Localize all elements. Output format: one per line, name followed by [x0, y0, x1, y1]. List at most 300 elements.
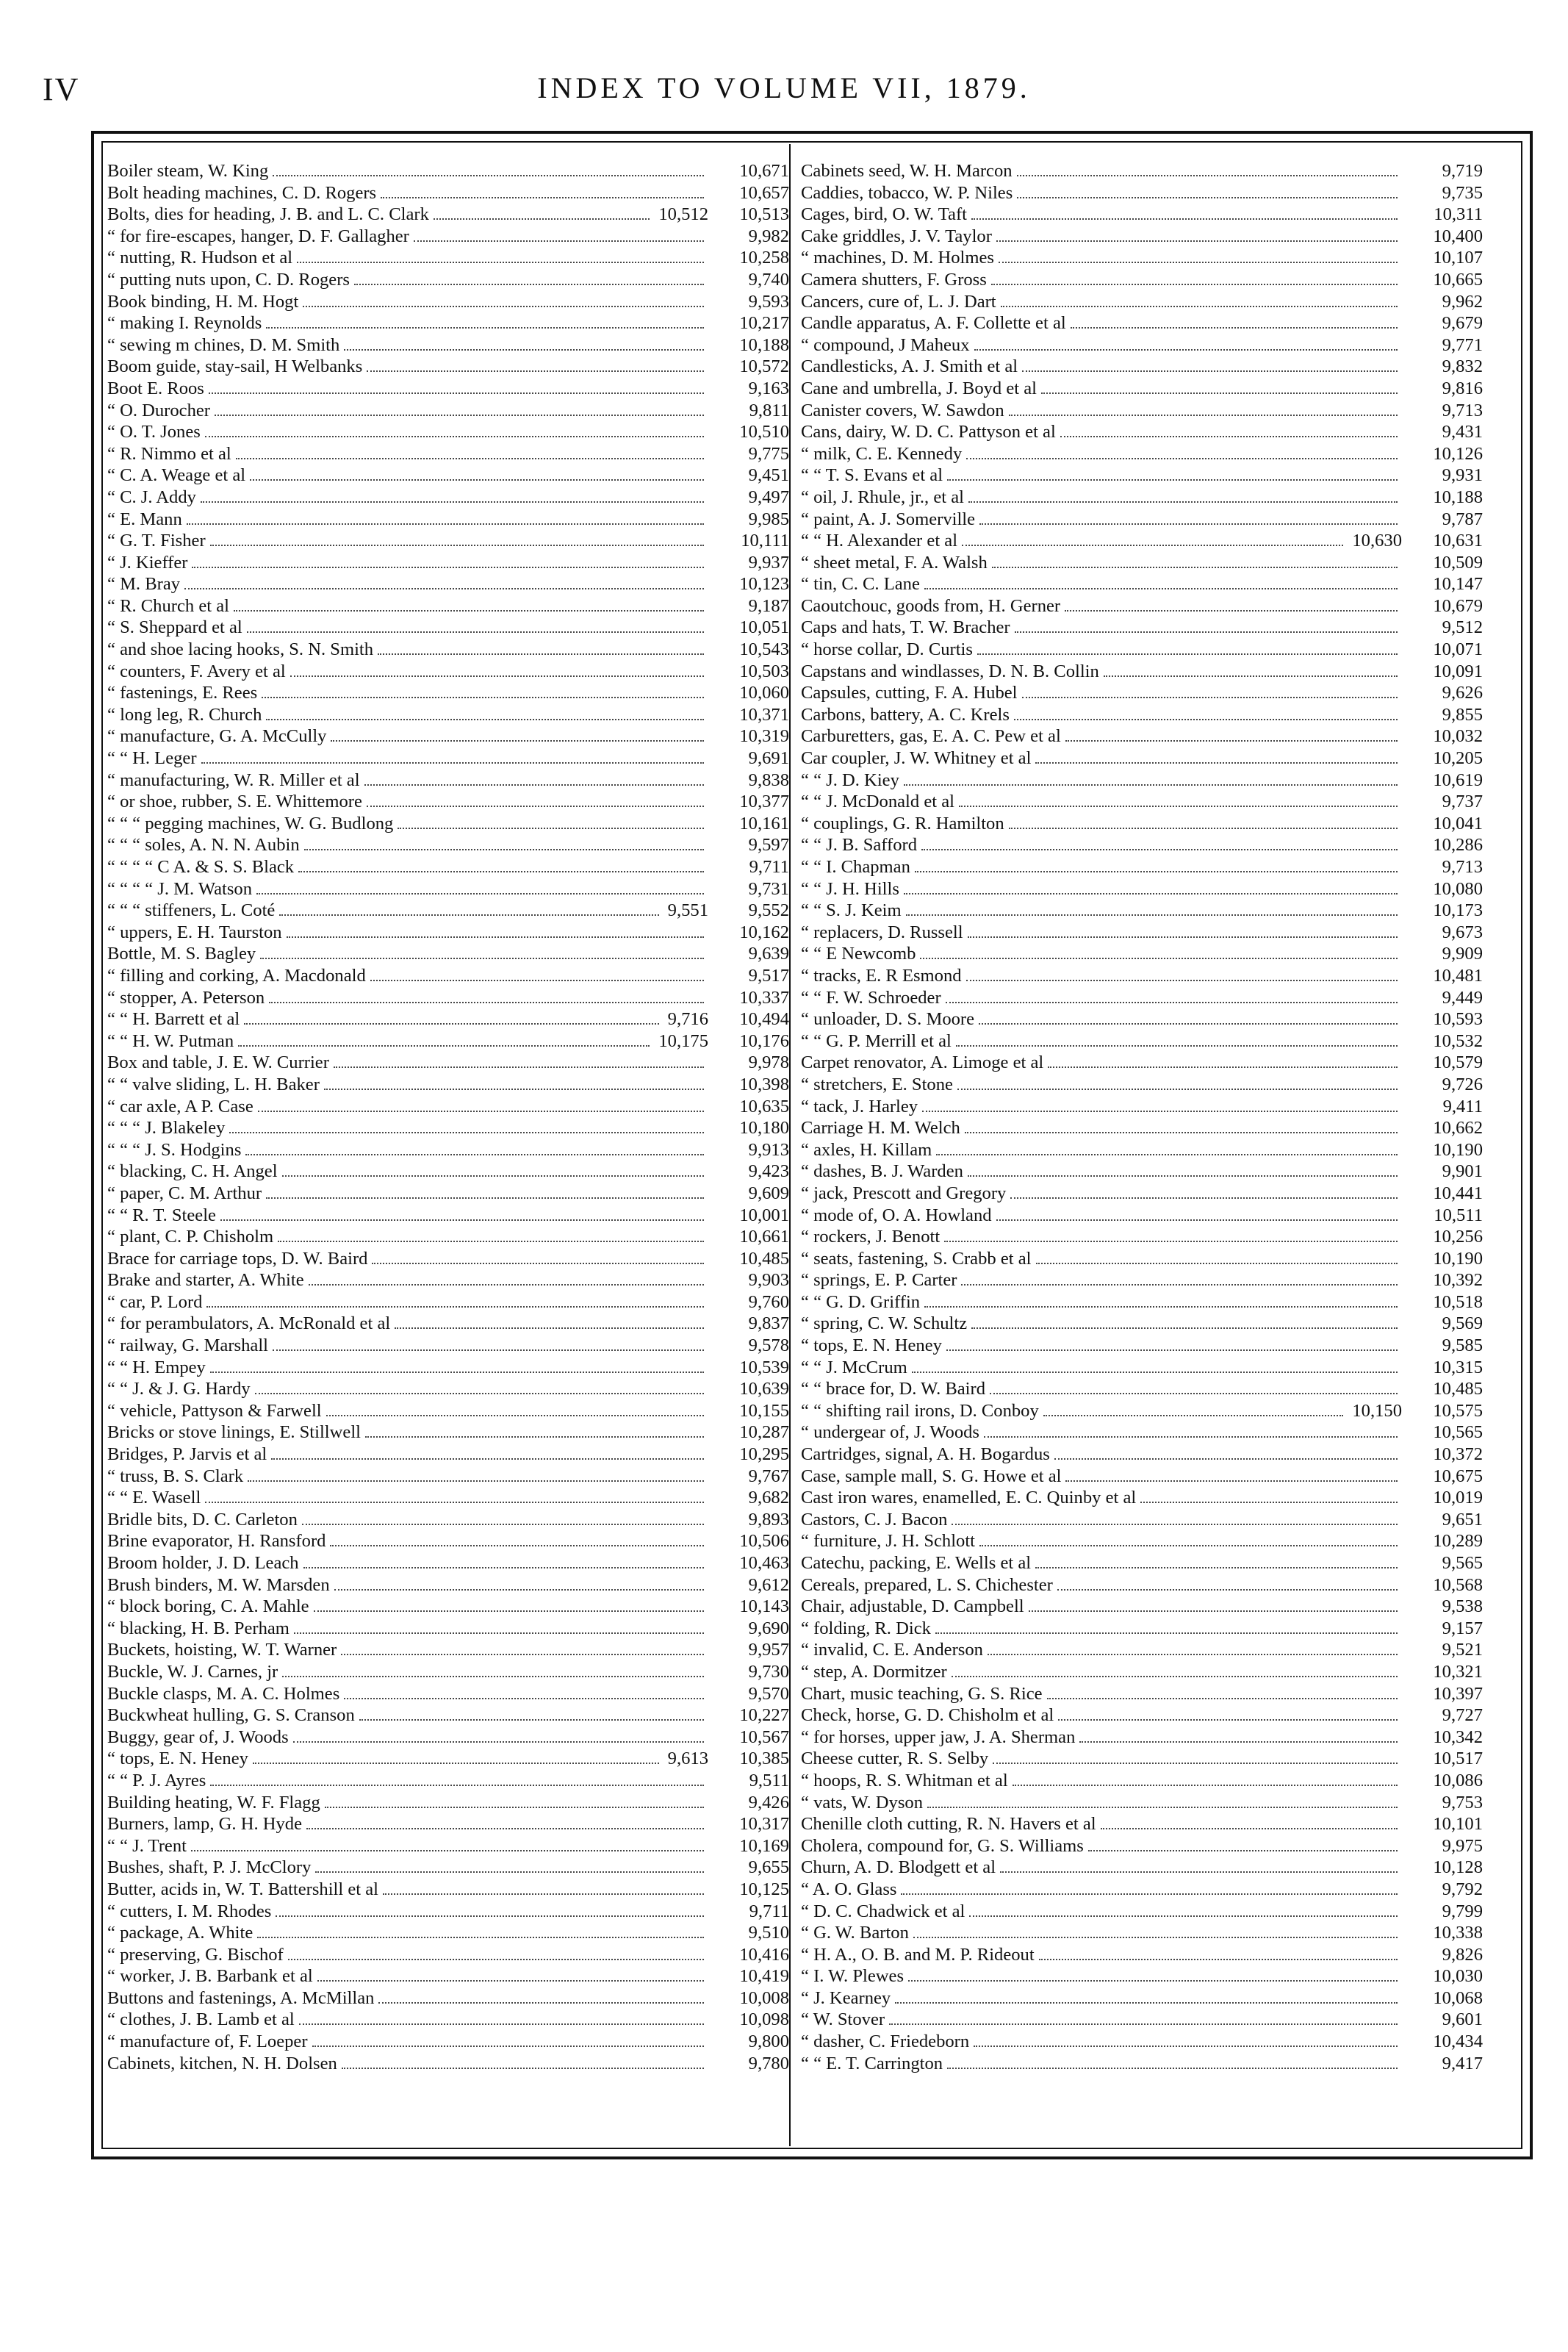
index-entry	[801, 1139, 1483, 1161]
index-entry	[107, 1008, 789, 1030]
dot-leader	[330, 1545, 704, 1546]
dot-leader	[990, 1393, 1398, 1394]
index-entry	[801, 704, 1483, 726]
entry-text: Camera shutters, F. Gross	[801, 269, 987, 290]
dot-leader	[191, 1850, 704, 1851]
entry-number: 10,494	[739, 1009, 789, 1030]
index-entry	[107, 509, 789, 531]
dot-leader	[278, 1241, 704, 1242]
entry-number: 9,767	[748, 1466, 789, 1486]
index-entry	[801, 530, 1483, 552]
entry-number: 9,565	[1442, 1553, 1483, 1573]
entry-number: 10,543	[739, 639, 789, 660]
index-entry	[107, 1291, 789, 1313]
entry-number: 10,019	[1433, 1488, 1483, 1508]
entry-number: 9,626	[1442, 683, 1483, 703]
dot-leader	[977, 653, 1398, 655]
entry-text: “ “ H. Barrett et al	[107, 1009, 240, 1030]
dot-leader	[924, 1306, 1398, 1308]
entry-text: “ and shoe lacing hooks, S. N. Smith	[107, 639, 374, 660]
entry-text: Caddies, tobacco, W. P. Niles	[801, 182, 1013, 203]
index-entry	[107, 1335, 789, 1357]
index-entry	[801, 661, 1483, 683]
dot-leader	[315, 1871, 704, 1873]
index-entry	[107, 1117, 789, 1139]
entry-number: 9,735	[1442, 182, 1483, 203]
entry-text: “ undergear of, J. Woods	[801, 1422, 979, 1443]
entry-text: Buttons and fastenings, A. McMillan	[107, 1987, 375, 2008]
entry-number: 10,575	[1433, 1400, 1483, 1421]
dot-leader	[962, 545, 1343, 546]
index-entry	[107, 1813, 789, 1835]
index-entry	[107, 400, 789, 422]
dot-leader	[334, 1589, 704, 1591]
dot-leader	[256, 893, 704, 894]
dot-leader	[383, 1893, 704, 1895]
dot-leader	[229, 1132, 704, 1133]
entry-number: 10,416	[739, 1944, 789, 1965]
entry-number: 10,311	[1434, 204, 1483, 225]
entry-number: 10,098	[739, 2009, 789, 2030]
entry-number: 9,597	[748, 835, 789, 856]
entry-number: 9,711	[749, 1901, 789, 1921]
entry-number: 9,740	[748, 269, 789, 290]
entry-number: 9,163	[748, 378, 789, 398]
entry-number: 9,780	[748, 2053, 789, 2073]
dot-leader	[325, 1807, 704, 1808]
index-entry	[801, 421, 1483, 443]
entry-number: 9,962	[1442, 291, 1483, 312]
entry-number: 9,593	[748, 291, 789, 312]
index-entry	[801, 682, 1483, 704]
entry-number: 9,811	[749, 400, 789, 420]
dot-leader	[1140, 1502, 1398, 1503]
entry-text: Churn, A. D. Blodgett et al	[801, 1857, 996, 1878]
entry-text: “ D. C. Chadwick et al	[801, 1901, 965, 1921]
entry-number: 10,665	[1433, 269, 1483, 290]
entry-text: “ folding, R. Dick	[801, 1618, 931, 1638]
index-entry	[107, 2053, 789, 2075]
index-entry	[801, 943, 1483, 965]
dot-leader	[266, 1197, 704, 1199]
index-entry	[801, 1008, 1483, 1030]
index-entry	[107, 1248, 789, 1270]
dot-leader	[959, 806, 1398, 807]
index-entry	[801, 552, 1483, 574]
dot-leader	[1014, 719, 1398, 720]
entry-number: 9,975	[1442, 1835, 1483, 1856]
entry-text: “ “ T. S. Evans et al	[801, 465, 943, 486]
dot-leader	[302, 1524, 704, 1525]
index-entry	[107, 747, 789, 770]
entry-number: 10,143	[739, 1596, 789, 1617]
entry-text: “ vehicle, Pattyson & Farwell	[107, 1400, 322, 1421]
dot-leader	[1101, 1828, 1398, 1829]
index-entry	[801, 1161, 1483, 1183]
index-entry	[107, 1139, 789, 1161]
dot-leader	[342, 2068, 704, 2069]
dot-leader	[293, 1741, 704, 1743]
entry-number: 10,675	[1433, 1466, 1483, 1486]
index-entry	[801, 987, 1483, 1009]
index-entry	[107, 922, 789, 944]
entry-text: Brush binders, M. W. Marsden	[107, 1574, 330, 1595]
dot-leader	[913, 1937, 1398, 1938]
entry-inline-number: 10,512	[658, 204, 708, 225]
index-entry	[107, 1357, 789, 1379]
index-entry	[801, 1313, 1483, 1335]
entry-number: 10,506	[739, 1531, 789, 1552]
dot-leader	[260, 958, 704, 959]
entry-number: 10,101	[1433, 1814, 1483, 1835]
entry-number: 10,041	[1433, 813, 1483, 833]
entry-number: 10,286	[1433, 835, 1483, 856]
index-entry	[801, 900, 1483, 922]
index-entry	[107, 1704, 789, 1727]
dot-leader	[344, 349, 704, 351]
dot-leader	[1000, 1871, 1398, 1873]
entry-number: 9,609	[748, 1183, 789, 1203]
entry-text: “ “ “ soles, A. N. N. Aubin	[107, 835, 300, 856]
entry-number: 10,315	[1433, 1357, 1483, 1377]
entry-text: “ “ P. J. Ayres	[107, 1770, 206, 1790]
index-entry	[107, 1509, 789, 1531]
index-entry	[107, 182, 789, 204]
dot-leader	[299, 2023, 704, 2025]
dot-leader	[946, 1349, 1398, 1351]
index-entry	[107, 1096, 789, 1118]
entry-number: 9,730	[748, 1661, 789, 1682]
dot-leader	[908, 1980, 1398, 1982]
entry-number: 10,086	[1433, 1770, 1483, 1790]
entry-number: 10,060	[739, 683, 789, 703]
entry-text: “ R. Church et al	[107, 595, 229, 616]
entry-number: 9,512	[1442, 617, 1483, 638]
entry-number: 9,913	[748, 1139, 789, 1160]
index-entry	[801, 1444, 1483, 1466]
dot-leader	[944, 1241, 1398, 1242]
entry-text: “ “ J. Trent	[107, 1835, 187, 1856]
entry-text: “ W. Stover	[801, 2009, 885, 2030]
dot-leader	[996, 1219, 1398, 1221]
entry-text: “ for horses, upper jaw, J. A. Sherman	[801, 1727, 1076, 1747]
entry-number: 9,978	[748, 1053, 789, 1073]
index-entry	[107, 1161, 789, 1183]
entry-number: 9,855	[1442, 704, 1483, 725]
entry-number: 9,655	[748, 1857, 789, 1878]
entry-number: 10,568	[1433, 1574, 1483, 1595]
entry-text: Boiler steam, W. King	[107, 161, 269, 181]
entry-text: “ for perambulators, A. McRonald et al	[107, 1313, 391, 1334]
entry-text: “ couplings, G. R. Hamilton	[801, 813, 1004, 833]
dot-leader	[979, 1545, 1398, 1546]
dot-leader	[921, 849, 1398, 850]
index-entry	[801, 617, 1483, 639]
entry-number: 10,319	[739, 726, 789, 747]
dot-leader	[367, 806, 704, 807]
entry-number: 10,125	[739, 1879, 789, 1899]
entry-text: “ or shoe, rubber, S. E. Whittemore	[107, 792, 362, 812]
entry-text: Caps and hats, T. W. Bracher	[801, 617, 1010, 638]
entry-text: Cans, dairy, W. D. C. Pattyson et al	[801, 422, 1056, 442]
index-entry	[107, 987, 789, 1009]
entry-text: “ spring, C. W. Schultz	[801, 1313, 968, 1334]
dot-leader	[205, 1502, 704, 1503]
dot-leader	[1035, 762, 1398, 764]
dot-leader	[1104, 675, 1398, 677]
dot-leader	[968, 1175, 1398, 1177]
index-entry	[801, 356, 1483, 378]
index-entry	[801, 465, 1483, 487]
dot-leader	[1054, 1458, 1398, 1460]
entry-text: “ car axle, A P. Case	[107, 1096, 253, 1116]
entry-text: Carpet renovator, A. Limoge et al	[801, 1053, 1044, 1073]
dot-leader	[1029, 1610, 1398, 1612]
dot-leader	[927, 1807, 1398, 1808]
entry-number: 10,679	[1433, 595, 1483, 616]
dot-leader	[248, 1480, 704, 1482]
entry-text: “ jack, Prescott and Gregory	[801, 1183, 1007, 1203]
entry-text: “ horse collar, D. Curtis	[801, 639, 973, 660]
dot-leader	[331, 740, 704, 742]
entry-text: “ S. Sheppard et al	[107, 617, 242, 638]
entry-number: 9,909	[1442, 944, 1483, 964]
dot-leader	[992, 567, 1398, 568]
entry-text: Candle apparatus, A. F. Collette et al	[801, 313, 1066, 334]
index-entry	[107, 1030, 789, 1053]
index-entry	[801, 770, 1483, 792]
entry-number: 9,552	[748, 900, 789, 921]
entry-text: “ “ “ J. Blakeley	[107, 1118, 226, 1139]
index-entry	[107, 2009, 789, 2031]
index-entry	[801, 509, 1483, 531]
entry-number: 10,511	[1434, 1205, 1483, 1225]
entry-number: 10,107	[1433, 248, 1483, 268]
entry-inline-number: 9,716	[667, 1009, 708, 1030]
entry-text: Boom guide, stay-sail, H Welbanks	[107, 356, 363, 377]
entry-text: “ seats, fastening, S. Crabb et al	[801, 1248, 1032, 1269]
index-entry	[107, 1074, 789, 1096]
dot-leader	[971, 1327, 1398, 1329]
dot-leader	[966, 980, 1398, 981]
entry-text: Bridle bits, D. C. Carleton	[107, 1509, 298, 1530]
dot-leader	[273, 175, 704, 176]
index-entry	[107, 1052, 789, 1074]
entry-text: “ “ R. T. Steele	[107, 1205, 216, 1225]
entry-text: Capsules, cutting, F. A. Hubel	[801, 683, 1018, 703]
dot-leader	[974, 349, 1398, 351]
index-entry	[801, 2053, 1483, 2075]
index-entry	[107, 160, 789, 182]
entry-number: 10,400	[1433, 226, 1483, 246]
entry-text: Cartridges, signal, A. H. Bogardus	[801, 1444, 1050, 1465]
entry-text: “ “ E. Wasell	[107, 1488, 201, 1508]
entry-number: 9,691	[748, 748, 789, 769]
index-entry	[107, 291, 789, 313]
dot-leader	[947, 479, 1398, 481]
dot-leader	[922, 1111, 1398, 1112]
entry-text: “ fastenings, E. Rees	[107, 683, 258, 703]
index-entry	[801, 1704, 1483, 1727]
index-entry	[801, 182, 1483, 204]
index-entry	[801, 312, 1483, 334]
entry-number: 10,565	[1433, 1422, 1483, 1443]
index-entry	[801, 2009, 1483, 2031]
dot-leader	[1036, 1263, 1398, 1264]
entry-number: 10,463	[739, 1553, 789, 1573]
index-entry	[107, 1466, 789, 1488]
dot-leader	[1048, 1066, 1398, 1068]
dot-leader	[904, 893, 1398, 894]
entry-number: 9,570	[748, 1683, 789, 1704]
dot-leader	[317, 1980, 704, 1982]
entry-text: “ R. Nimmo et al	[107, 443, 231, 464]
entry-number: 10,051	[739, 617, 789, 638]
index-entry	[801, 1509, 1483, 1531]
entry-text: “ railway, G. Marshall	[107, 1335, 268, 1356]
entry-text: “ putting nuts upon, C. D. Rogers	[107, 269, 350, 290]
index-entry	[107, 443, 789, 465]
dot-leader	[247, 631, 704, 633]
entry-number: 10,662	[1433, 1118, 1483, 1139]
entry-text: “ I. W. Plewes	[801, 1966, 905, 1987]
entry-number: 10,397	[1433, 1683, 1483, 1704]
entry-number: 10,188	[1433, 487, 1483, 507]
dot-leader	[956, 1045, 1398, 1047]
dot-leader	[988, 1654, 1398, 1655]
index-entry	[801, 1965, 1483, 1987]
entry-text: “ H. A., O. B. and M. P. Rideout	[801, 1944, 1035, 1965]
entry-number: 10,147	[1433, 574, 1483, 595]
entry-text: “ manufacturing, W. R. Miller et al	[107, 770, 360, 790]
entry-number: 9,832	[1442, 356, 1483, 377]
index-entry	[107, 1183, 789, 1205]
dot-leader	[979, 1023, 1398, 1025]
entry-text: “ “ G. D. Griffin	[801, 1291, 921, 1312]
dot-leader	[996, 240, 1398, 242]
dot-leader	[234, 610, 704, 612]
entry-number: 9,426	[748, 1792, 789, 1813]
index-entry	[107, 943, 789, 965]
dot-leader	[920, 958, 1398, 959]
entry-number: 10,217	[739, 313, 789, 334]
entry-number: 10,205	[1433, 748, 1483, 769]
dot-leader	[253, 1763, 659, 1764]
entry-number: 10,657	[739, 182, 789, 203]
entry-text: “ block boring, C. A. Mahle	[107, 1596, 309, 1617]
entry-number: 10,169	[739, 1835, 789, 1856]
entry-number: 9,612	[748, 1574, 789, 1595]
entry-text: “ hoops, R. S. Whitman et al	[801, 1770, 1008, 1790]
entry-text: “ “ J. D. Kiey	[801, 770, 899, 790]
dot-leader	[282, 1676, 704, 1677]
entry-text: “ C. A. Weage et al	[107, 465, 246, 486]
dot-leader	[912, 1372, 1398, 1373]
entry-text: Bolt heading machines, C. D. Rogers	[107, 182, 377, 203]
entry-text: Caoutchouc, goods from, H. Gerner	[801, 595, 1061, 616]
index-entry	[107, 1987, 789, 2009]
dot-leader	[381, 197, 704, 198]
entry-number: 10,337	[739, 987, 789, 1008]
dot-leader	[306, 1828, 704, 1829]
entry-inline-number: 10,175	[658, 1030, 708, 1051]
entry-number: 10,509	[1433, 552, 1483, 573]
entry-number: 9,711	[749, 857, 789, 877]
entry-number: 10,485	[739, 1248, 789, 1269]
index-entry	[107, 791, 789, 813]
dot-leader	[288, 1959, 704, 1960]
dot-leader	[266, 327, 704, 329]
entry-number: 10,227	[739, 1705, 789, 1726]
index-frame	[91, 131, 1533, 2159]
entry-text: Cane and umbrella, J. Boyd et al	[801, 378, 1037, 398]
dot-leader	[187, 523, 704, 525]
entry-number: 10,434	[1433, 2032, 1483, 2052]
dot-leader	[287, 936, 704, 938]
index-entry	[107, 2031, 789, 2053]
entry-number: 9,957	[748, 1640, 789, 1660]
dot-leader	[326, 1415, 704, 1416]
dot-leader	[1065, 740, 1398, 742]
entry-number: 9,753	[1442, 1792, 1483, 1813]
entry-text: “ blacking, C. H. Angel	[107, 1161, 278, 1182]
entry-text: Bolts, dies for heading, J. B. and L. C. Clark	[107, 204, 429, 225]
index-entry	[801, 1857, 1483, 1879]
entry-text: “ “ H. Alexander et al	[801, 531, 958, 551]
index-entry	[107, 595, 789, 617]
entry-number: 9,800	[748, 2032, 789, 2052]
dot-leader	[244, 1023, 658, 1025]
dot-leader	[309, 1284, 704, 1286]
entry-text: “ package, A. White	[107, 1923, 253, 1943]
entry-number: 9,760	[748, 1291, 789, 1312]
dot-leader	[1058, 1719, 1398, 1721]
entry-number: 9,719	[1442, 161, 1483, 181]
index-entry	[801, 1748, 1483, 1770]
page-number: IV	[43, 71, 80, 107]
entry-number: 9,423	[748, 1161, 789, 1182]
index-entry	[801, 595, 1483, 617]
index-entry	[107, 682, 789, 704]
index-entry	[801, 1357, 1483, 1379]
entry-text: “ “ I. Chapman	[801, 857, 910, 877]
dot-leader	[209, 392, 704, 394]
entry-text: Building heating, W. F. Flagg	[107, 1792, 320, 1813]
entry-number: 10,161	[739, 813, 789, 833]
index-entry	[107, 1748, 789, 1770]
entry-text: “ milk, C. E. Kennedy	[801, 443, 963, 464]
index-entry	[107, 226, 789, 248]
entry-text: “ dasher, C. Friedeborn	[801, 2032, 970, 2052]
index-entry	[801, 1291, 1483, 1313]
index-entry	[107, 378, 789, 400]
entry-text: “ for fire-escapes, hanger, D. F. Gallagher	[107, 226, 409, 246]
index-entry	[107, 269, 789, 291]
dot-leader	[201, 501, 704, 503]
entry-number: 10,032	[1433, 726, 1483, 747]
entry-text: Cabinets seed, W. H. Marcon	[801, 161, 1013, 181]
index-entry	[107, 770, 789, 792]
index-entry	[801, 226, 1483, 248]
entry-number: 9,157	[1442, 1618, 1483, 1638]
entry-text: “ counters, F. Avery et al	[107, 661, 286, 681]
entry-text: Case, sample mall, S. G. Howe et al	[801, 1466, 1062, 1486]
entry-text: Buckle, W. J. Carnes, jr	[107, 1661, 278, 1682]
entry-inline-number: 10,150	[1352, 1400, 1402, 1421]
entry-number: 9,901	[1442, 1161, 1483, 1182]
index-entry	[801, 160, 1483, 182]
entry-text: “ E. Mann	[107, 509, 182, 529]
